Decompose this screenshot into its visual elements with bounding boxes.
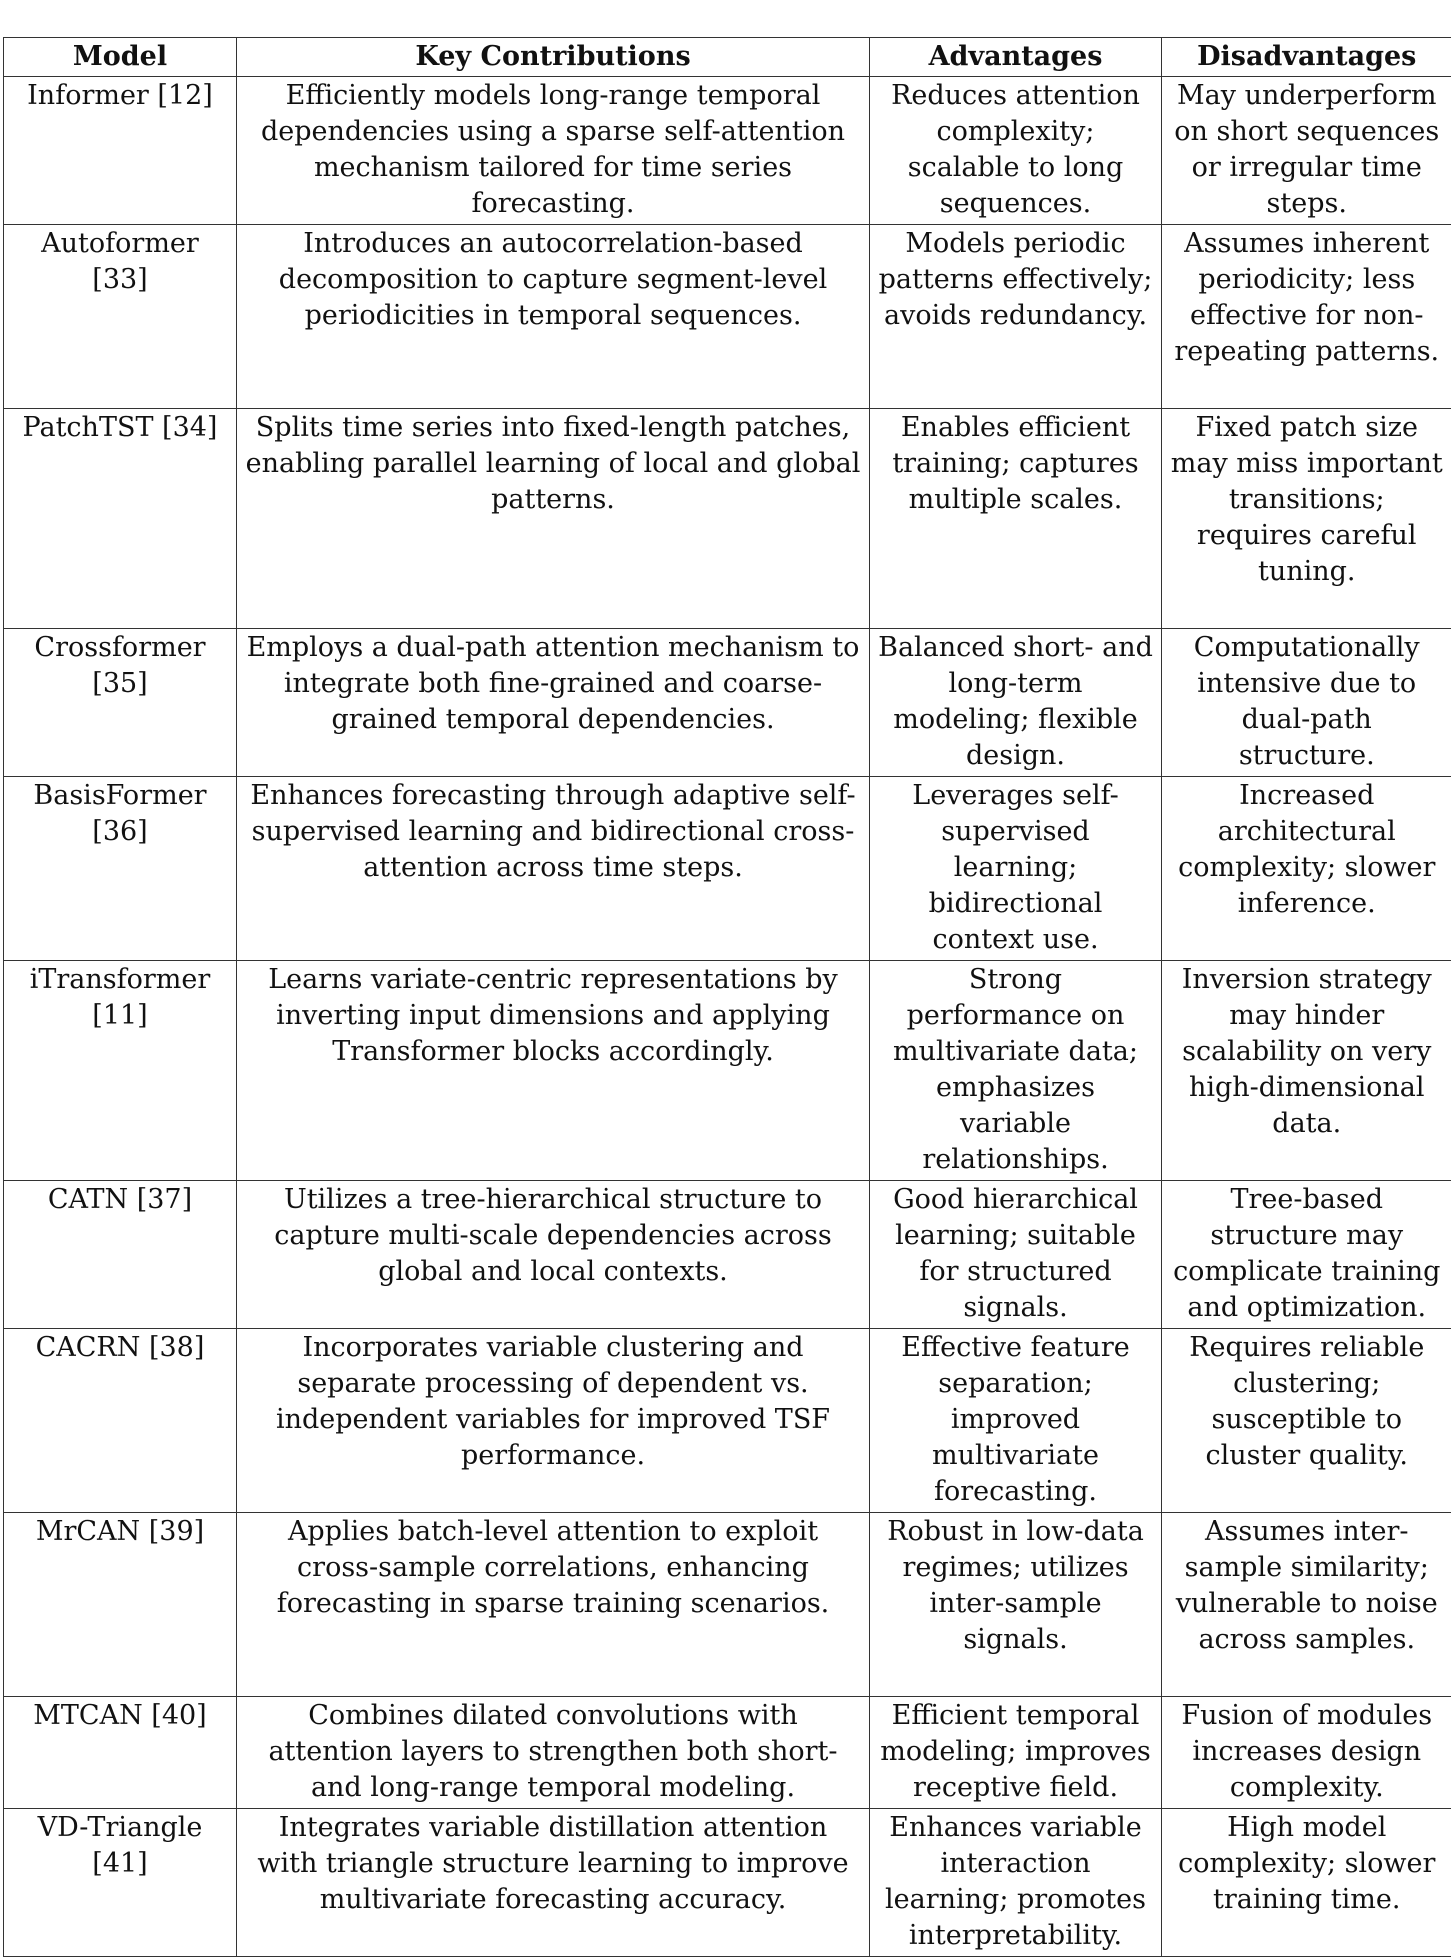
table-row	[4, 629, 1451, 777]
header-advantages: Advantages	[870, 38, 1162, 77]
cell-disadvantages: Tree-based structure may complicate training and optimization.	[1162, 1181, 1451, 1329]
cell-key-contributions: Introduces an autocorrelation-based decomposition to capture segment-level periodicities in temporal sequences.	[237, 225, 870, 409]
header-model: Model	[4, 38, 237, 77]
cell-disadvantages: Fixed patch size may miss important transitions; requires careful tuning.	[1162, 409, 1451, 629]
cell-key-contributions: Learns variate-centric representations by inverting input dimensions and applying Transformer blocks accordingly.	[237, 961, 870, 1181]
table-row	[4, 225, 1451, 409]
cell-advantages: Effective feature separation; improved multivariate forecasting.	[870, 1329, 1162, 1513]
cell-key-contributions: Incorporates variable clustering and separate processing of dependent vs. independent variables for improved TSF performance.	[237, 1329, 870, 1513]
cell-disadvantages: Increased architectural complexity; slower inference.	[1162, 777, 1451, 961]
cell-model: VD-Triangle [41]	[4, 1809, 237, 1957]
cell-key-contributions: Integrates variable distillation attention with triangle structure learning to improve multivariate forecasting accuracy.	[237, 1809, 870, 1957]
table-row	[4, 409, 1451, 629]
cell-model: iTransformer [11]	[4, 961, 237, 1181]
cell-model: MTCAN [40]	[4, 1697, 237, 1809]
table-row	[4, 77, 1451, 225]
cell-advantages: Leverages self-supervised learning; bidirectional context use.	[870, 777, 1162, 961]
cell-key-contributions: Efficiently models long-range temporal dependencies using a sparse self-attention mechanism tailored for time series forecasting.	[237, 77, 870, 225]
cell-advantages: Balanced short- and long-term modeling; flexible design.	[870, 629, 1162, 777]
cell-advantages: Enables efficient training; captures multiple scales.	[870, 409, 1162, 629]
cell-key-contributions: Employs a dual-path attention mechanism to integrate both fine-grained and coarse-grained temporal dependencies.	[237, 629, 870, 777]
cell-advantages: Robust in low-data regimes; utilizes inter-sample signals.	[870, 1513, 1162, 1697]
table-row	[4, 777, 1451, 961]
cell-disadvantages: High model complexity; slower training time.	[1162, 1809, 1451, 1957]
table-row	[4, 961, 1451, 1181]
table-row	[4, 1809, 1451, 1957]
table-row	[4, 1513, 1451, 1697]
cell-key-contributions: Combines dilated convolutions with attention layers to strengthen both short- and long-range temporal modeling.	[237, 1697, 870, 1809]
cell-key-contributions: Enhances forecasting through adaptive self-supervised learning and bidirectional cross-attention across time steps.	[237, 777, 870, 961]
cell-model: PatchTST [34]	[4, 409, 237, 629]
cell-model: CATN [37]	[4, 1181, 237, 1329]
cell-advantages: Enhances variable interaction learning; promotes interpretability.	[870, 1809, 1162, 1957]
table-row	[4, 1329, 1451, 1513]
cell-advantages: Models periodic patterns effectively; avoids redundancy.	[870, 225, 1162, 409]
header-disadvantages: Disadvantages	[1162, 38, 1451, 77]
cell-advantages: Good hierarchical learning; suitable for structured signals.	[870, 1181, 1162, 1329]
cell-model: BasisFormer [36]	[4, 777, 237, 961]
cell-disadvantages: Requires reliable clustering; susceptible to cluster quality.	[1162, 1329, 1451, 1513]
table-row	[4, 1697, 1451, 1809]
cell-model: Informer [12]	[4, 77, 237, 225]
comparison-table-container	[3, 37, 1451, 1957]
cell-advantages: Strong performance on multivariate data; emphasizes variable relationships.	[870, 961, 1162, 1181]
cell-model: Crossformer [35]	[4, 629, 237, 777]
cell-advantages: Reduces attention complexity; scalable to long sequences.	[870, 77, 1162, 225]
header-key-contributions: Key Contributions	[237, 38, 870, 77]
cell-key-contributions: Utilizes a tree-hierarchical structure to capture multi-scale dependencies across global and local contexts.	[237, 1181, 870, 1329]
cell-disadvantages: Computationally intensive due to dual-path structure.	[1162, 629, 1451, 777]
cell-disadvantages: Fusion of modules increases design complexity.	[1162, 1697, 1451, 1809]
cell-key-contributions: Applies batch-level attention to exploit cross-sample correlations, enhancing forecasting in sparse training scenarios.	[237, 1513, 870, 1697]
model-comparison-table	[3, 37, 1451, 1957]
cell-key-contributions: Splits time series into fixed-length patches, enabling parallel learning of local and global patterns.	[237, 409, 870, 629]
cell-advantages: Efficient temporal modeling; improves receptive field.	[870, 1697, 1162, 1809]
cell-disadvantages: Inversion strategy may hinder scalability on very high-dimensional data.	[1162, 961, 1451, 1181]
cell-disadvantages: Assumes inherent periodicity; less effective for non-repeating patterns.	[1162, 225, 1451, 409]
cell-model: MrCAN [39]	[4, 1513, 237, 1697]
cell-model: Autoformer [33]	[4, 225, 237, 409]
table-header-row	[4, 38, 1451, 77]
cell-model: CACRN [38]	[4, 1329, 237, 1513]
table-row	[4, 1181, 1451, 1329]
cell-disadvantages: Assumes inter-sample similarity; vulnerable to noise across samples.	[1162, 1513, 1451, 1697]
cell-disadvantages: May underperform on short sequences or irregular time steps.	[1162, 77, 1451, 225]
